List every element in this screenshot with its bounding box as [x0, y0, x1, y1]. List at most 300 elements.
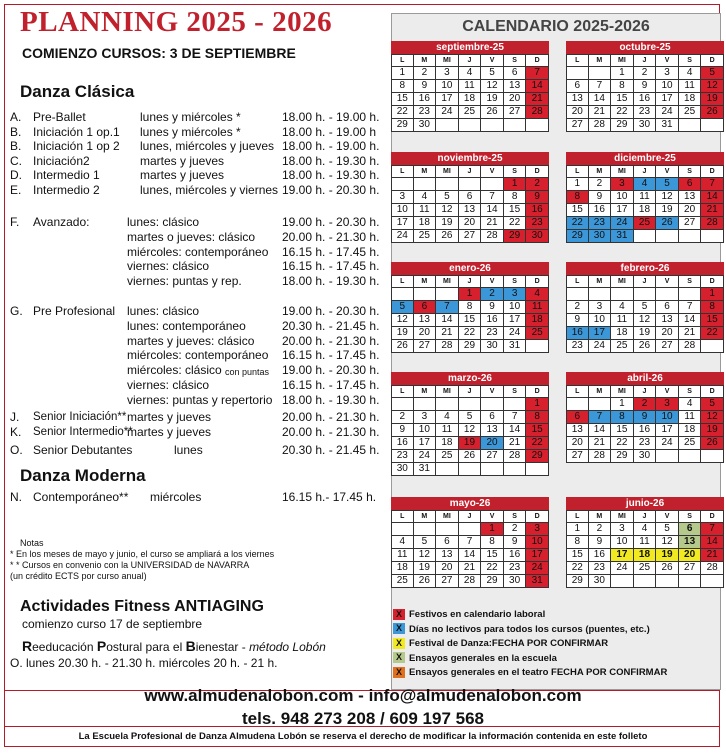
- legend-item: [393, 623, 713, 636]
- day-cell: 10: [611, 536, 634, 549]
- day-cell: 30: [504, 575, 527, 588]
- schedule-cell: lunes: clásico: [127, 304, 200, 318]
- calendar-title: CALENDARIO 2025-2026: [462, 18, 650, 35]
- day-cell: 13: [566, 93, 589, 106]
- legend-swatch: X: [393, 623, 405, 634]
- day-cell: 4: [679, 398, 702, 411]
- weekday-label: M: [589, 510, 612, 523]
- weekday-label: L: [391, 54, 414, 67]
- day-cell: 19: [701, 93, 724, 106]
- page-title: PLANNING 2025 - 2026: [20, 6, 333, 38]
- day-cell: 15: [504, 204, 527, 217]
- month-grid: [391, 165, 549, 243]
- day-cell: 28: [504, 450, 527, 463]
- day-cell: 6: [679, 523, 702, 536]
- weekday-label: L: [566, 165, 589, 178]
- day-cell: 20: [679, 549, 702, 562]
- day-cell: 4: [634, 178, 657, 191]
- day-cell: 14: [504, 424, 527, 437]
- day-cell: 6: [504, 67, 527, 80]
- empty-cell: [481, 398, 504, 411]
- empty-cell: [436, 398, 459, 411]
- day-cell: 18: [634, 549, 657, 562]
- day-cell: 17: [611, 204, 634, 217]
- schedule-cell: Senior Debutantes: [33, 442, 133, 457]
- contact-phones: tels. 948 273 208 / 609 197 568: [242, 709, 484, 728]
- weekday-label: M: [414, 54, 437, 67]
- day-cell: 20: [459, 217, 482, 230]
- day-cell: 16: [589, 204, 612, 217]
- day-cell: 25: [414, 230, 437, 243]
- day-cell: 10: [589, 314, 612, 327]
- day-cell: 24: [656, 106, 679, 119]
- month-header: septiembre-25: [391, 41, 549, 54]
- schedule-cell: 18.00 h. - 19.00 h.: [282, 139, 380, 154]
- empty-cell: [656, 230, 679, 243]
- day-cell: 28: [436, 340, 459, 353]
- day-cell: 1: [701, 288, 724, 301]
- day-cell: 20: [679, 204, 702, 217]
- weekday-label: MI: [436, 165, 459, 178]
- weekday-label: J: [634, 54, 657, 67]
- empty-cell: [481, 178, 504, 191]
- month-grid: [566, 510, 724, 588]
- day-cell: 20: [414, 327, 437, 340]
- weekday-label: S: [679, 385, 702, 398]
- day-cell: 9: [589, 191, 612, 204]
- day-cell: 14: [526, 80, 549, 93]
- weekday-label: M: [589, 275, 612, 288]
- schedule-cell: miércoles: contemporáneo: [127, 244, 269, 259]
- day-cell: 4: [611, 301, 634, 314]
- day-cell: 6: [459, 191, 482, 204]
- day-cell: 2: [566, 301, 589, 314]
- empty-cell: [566, 67, 589, 80]
- day-cell: 1: [526, 398, 549, 411]
- day-cell: 12: [701, 80, 724, 93]
- weekday-label: J: [459, 385, 482, 398]
- day-cell: 30: [414, 119, 437, 132]
- schedule-cell: Iniciación 1 op 2: [33, 139, 120, 154]
- empty-cell: [436, 178, 459, 191]
- day-cell: 25: [526, 327, 549, 340]
- schedule-cell: Pre Profesional: [33, 304, 116, 318]
- month-grid: [391, 385, 549, 476]
- day-cell: 12: [634, 314, 657, 327]
- day-cell: 29: [459, 340, 482, 353]
- day-cell: 8: [459, 301, 482, 314]
- day-cell: 3: [391, 191, 414, 204]
- legend-swatch: X: [393, 638, 405, 649]
- day-cell: 14: [701, 536, 724, 549]
- legend-label: Ensayos generales en el teatro FECHA POR CONFIRMAR: [409, 667, 668, 678]
- empty-cell: [414, 288, 437, 301]
- weekday-label: V: [481, 275, 504, 288]
- day-cell: 28: [701, 217, 724, 230]
- day-cell: 22: [481, 562, 504, 575]
- empty-cell: [436, 463, 459, 476]
- day-cell: 17: [391, 217, 414, 230]
- day-cell: 2: [481, 288, 504, 301]
- day-cell: 28: [526, 106, 549, 119]
- day-cell: 25: [436, 450, 459, 463]
- empty-cell: [391, 178, 414, 191]
- day-cell: 13: [459, 204, 482, 217]
- day-cell: 20: [504, 93, 527, 106]
- day-cell: 15: [611, 93, 634, 106]
- schedule-cell: Pre-Ballet: [33, 110, 86, 124]
- empty-cell: [679, 288, 702, 301]
- weekday-label: V: [656, 385, 679, 398]
- schedule-cell: 18.00 h. - 19.00 h: [282, 124, 377, 139]
- day-cell: 19: [436, 217, 459, 230]
- day-cell: 9: [634, 80, 657, 93]
- fitness-method: Reeducación Postural para el Bienestar - método Lobón: [22, 638, 326, 654]
- day-cell: 1: [481, 523, 504, 536]
- day-cell: 7: [436, 301, 459, 314]
- empty-cell: [679, 230, 702, 243]
- day-cell: 5: [701, 398, 724, 411]
- schedule-cell: A.: [10, 110, 22, 124]
- day-cell: 10: [391, 204, 414, 217]
- day-cell: 5: [459, 411, 482, 424]
- day-cell: 6: [481, 411, 504, 424]
- day-cell: 22: [611, 106, 634, 119]
- day-cell: 10: [436, 80, 459, 93]
- day-cell: 8: [504, 191, 527, 204]
- day-cell: 13: [414, 314, 437, 327]
- month-grid: [391, 510, 549, 588]
- month-abril-26: [566, 372, 724, 463]
- day-cell: 26: [634, 340, 657, 353]
- day-cell: 24: [611, 562, 634, 575]
- schedule-cell: martes y jueves: [140, 153, 225, 168]
- day-cell: 23: [526, 217, 549, 230]
- schedule-cell: 16.15 h. - 17.45 h.: [282, 259, 380, 274]
- empty-cell: [481, 463, 504, 476]
- schedule-cell: lunes: contemporáneo: [127, 318, 246, 333]
- day-cell: 23: [504, 562, 527, 575]
- day-cell: 9: [634, 411, 657, 424]
- day-cell: 13: [679, 191, 702, 204]
- empty-cell: [391, 398, 414, 411]
- month-header: junio-26: [566, 497, 724, 510]
- day-cell: 21: [526, 93, 549, 106]
- day-cell: 26: [701, 437, 724, 450]
- day-cell: 8: [481, 536, 504, 549]
- day-cell: 29: [391, 119, 414, 132]
- legend-label: Días no lectivos para todos los cursos (puentes, etc.): [409, 623, 650, 635]
- day-cell: 7: [589, 80, 612, 93]
- schedule-cell: D.: [10, 168, 22, 183]
- weekday-label: S: [504, 385, 527, 398]
- moderna-heading: Danza Moderna: [20, 466, 146, 485]
- empty-cell: [391, 523, 414, 536]
- schedule-cell: 19.00 h. - 20.30 h.: [282, 363, 380, 378]
- schedule-cell: 18.00 h. - 19.30 h.: [282, 392, 380, 407]
- day-cell: 29: [611, 450, 634, 463]
- weekday-label: D: [701, 510, 724, 523]
- day-cell: 20: [566, 437, 589, 450]
- empty-cell: [459, 523, 482, 536]
- schedule-cell: Iniciación2: [33, 153, 90, 168]
- day-cell: 4: [391, 536, 414, 549]
- empty-cell: [701, 340, 724, 353]
- day-cell: 4: [526, 288, 549, 301]
- day-cell: 12: [481, 80, 504, 93]
- day-cell: 11: [414, 204, 437, 217]
- day-cell: 8: [611, 80, 634, 93]
- empty-cell: [634, 288, 657, 301]
- notes-title: Notas: [20, 538, 44, 548]
- weekday-label: D: [701, 165, 724, 178]
- day-cell: 28: [589, 119, 612, 132]
- weekday-label: M: [414, 385, 437, 398]
- schedule-cell: 18.00 h. - 19.30 h.: [282, 168, 380, 183]
- day-cell: 16: [481, 314, 504, 327]
- day-cell: 2: [526, 178, 549, 191]
- day-cell: 19: [459, 437, 482, 450]
- weekday-label: MI: [436, 510, 459, 523]
- day-cell: 16: [526, 204, 549, 217]
- empty-cell: [679, 119, 702, 132]
- weekday-label: S: [504, 510, 527, 523]
- day-cell: 9: [526, 191, 549, 204]
- empty-cell: [589, 398, 612, 411]
- day-cell: 16: [566, 327, 589, 340]
- day-cell: 24: [526, 562, 549, 575]
- weekday-label: L: [391, 510, 414, 523]
- day-cell: 24: [589, 340, 612, 353]
- schedule-cell: 20.00 h. - 21.30 h.: [282, 424, 380, 439]
- day-cell: 29: [566, 230, 589, 243]
- day-cell: 7: [701, 178, 724, 191]
- day-cell: 29: [481, 575, 504, 588]
- day-cell: 18: [679, 93, 702, 106]
- day-cell: 10: [526, 536, 549, 549]
- day-cell: 8: [391, 80, 414, 93]
- day-cell: 3: [414, 411, 437, 424]
- day-cell: 16: [414, 93, 437, 106]
- empty-cell: [701, 450, 724, 463]
- month-header: octubre-25: [566, 41, 724, 54]
- day-cell: 22: [504, 217, 527, 230]
- weekday-label: L: [566, 54, 589, 67]
- schedule-cell: miércoles: clásico: [127, 363, 222, 378]
- weekday-label: S: [679, 165, 702, 178]
- weekday-label: V: [656, 165, 679, 178]
- empty-cell: [566, 288, 589, 301]
- day-cell: 20: [656, 327, 679, 340]
- day-cell: 18: [459, 93, 482, 106]
- day-cell: 8: [701, 301, 724, 314]
- day-cell: 24: [436, 106, 459, 119]
- day-cell: 23: [414, 106, 437, 119]
- day-cell: 18: [634, 204, 657, 217]
- weekday-label: S: [504, 275, 527, 288]
- schedule-cell: lunes y miércoles *: [140, 110, 241, 124]
- day-cell: 21: [701, 204, 724, 217]
- empty-cell: [701, 119, 724, 132]
- day-cell: 3: [589, 301, 612, 314]
- weekday-label: S: [679, 54, 702, 67]
- weekday-label: D: [526, 275, 549, 288]
- weekday-label: J: [459, 165, 482, 178]
- schedule-cell: martes y jueves: [127, 410, 212, 424]
- day-cell: 5: [656, 523, 679, 536]
- day-cell: 9: [566, 314, 589, 327]
- empty-cell: [589, 67, 612, 80]
- day-cell: 14: [436, 314, 459, 327]
- empty-cell: [679, 575, 702, 588]
- day-cell: 21: [459, 562, 482, 575]
- legend-item: [393, 608, 713, 621]
- month-febrero-26: [566, 262, 724, 353]
- empty-cell: [526, 119, 549, 132]
- schedule-cell: E.: [10, 183, 22, 197]
- weekday-label: J: [634, 510, 657, 523]
- day-cell: 16: [391, 437, 414, 450]
- schedule-cell: 20.00 h. - 21.30 h.: [282, 333, 380, 348]
- schedule-cell: viernes: puntas y repertorio: [127, 392, 273, 407]
- weekday-label: D: [526, 165, 549, 178]
- day-cell: 8: [611, 411, 634, 424]
- month-grid: [566, 385, 724, 463]
- schedule-cell: 16.15 h. - 17.45 h.: [282, 348, 380, 363]
- day-cell: 16: [504, 549, 527, 562]
- day-cell: 2: [634, 67, 657, 80]
- day-cell: 5: [436, 191, 459, 204]
- day-cell: 30: [634, 119, 657, 132]
- schedule-cell: K.: [10, 424, 22, 439]
- day-cell: 3: [436, 67, 459, 80]
- legend-label: Ensayos generales en la escuela: [409, 652, 557, 664]
- day-cell: 3: [611, 178, 634, 191]
- day-cell: 8: [566, 191, 589, 204]
- day-cell: 14: [589, 424, 612, 437]
- fitness-title: Actividades Fitness ANTIAGING: [20, 598, 264, 615]
- empty-cell: [566, 398, 589, 411]
- day-cell: 27: [566, 119, 589, 132]
- day-cell: 10: [656, 411, 679, 424]
- day-cell: 13: [566, 424, 589, 437]
- day-cell: 16: [634, 424, 657, 437]
- day-cell: 24: [656, 437, 679, 450]
- weekday-label: MI: [611, 54, 634, 67]
- day-cell: 5: [656, 178, 679, 191]
- day-cell: 21: [481, 217, 504, 230]
- schedule-cell: F.: [10, 215, 20, 229]
- day-cell: 2: [589, 523, 612, 536]
- day-cell: 18: [526, 314, 549, 327]
- weekday-label: J: [459, 510, 482, 523]
- weekday-label: L: [391, 165, 414, 178]
- month-header: mayo-26: [391, 497, 549, 510]
- day-cell: 26: [701, 106, 724, 119]
- empty-cell: [391, 288, 414, 301]
- day-cell: 11: [526, 301, 549, 314]
- schedule-cell: 20.00 h. - 21.30 h.: [282, 410, 380, 424]
- day-cell: 1: [611, 398, 634, 411]
- day-cell: 6: [679, 178, 702, 191]
- day-cell: 22: [701, 327, 724, 340]
- day-cell: 3: [656, 67, 679, 80]
- schedule-cell: viernes: clásico: [127, 378, 210, 392]
- day-cell: 22: [391, 106, 414, 119]
- day-cell: 19: [414, 562, 437, 575]
- schedule-cell: martes y jueves: [140, 168, 225, 183]
- day-cell: 21: [504, 437, 527, 450]
- legend-swatch: X: [393, 609, 405, 620]
- day-cell: 20: [481, 437, 504, 450]
- day-cell: 19: [656, 204, 679, 217]
- weekday-label: J: [634, 165, 657, 178]
- day-cell: 6: [414, 301, 437, 314]
- empty-cell: [634, 230, 657, 243]
- weekday-label: M: [589, 385, 612, 398]
- day-cell: 19: [391, 327, 414, 340]
- day-cell: 5: [701, 67, 724, 80]
- day-cell: 23: [481, 327, 504, 340]
- day-cell: 31: [504, 340, 527, 353]
- month-diciembre-25: [566, 152, 724, 243]
- day-cell: 9: [414, 80, 437, 93]
- day-cell: 8: [526, 411, 549, 424]
- day-cell: 17: [504, 314, 527, 327]
- day-cell: 30: [481, 340, 504, 353]
- empty-cell: [611, 288, 634, 301]
- schedule-cell: viernes: puntas y rep.: [127, 274, 242, 289]
- day-cell: 29: [566, 575, 589, 588]
- empty-cell: [589, 288, 612, 301]
- day-cell: 5: [481, 67, 504, 80]
- weekday-label: L: [566, 385, 589, 398]
- note-line: (un crédito ECTS por curso anual): [10, 571, 147, 581]
- month-mayo-26: [391, 497, 549, 588]
- day-cell: 28: [679, 340, 702, 353]
- day-cell: 14: [481, 204, 504, 217]
- weekday-label: D: [526, 510, 549, 523]
- day-cell: 27: [459, 230, 482, 243]
- legend-swatch: X: [393, 652, 405, 663]
- weekday-label: L: [391, 385, 414, 398]
- day-cell: 12: [656, 191, 679, 204]
- weekday-label: J: [634, 385, 657, 398]
- weekday-label: S: [504, 54, 527, 67]
- day-cell: 4: [436, 411, 459, 424]
- day-cell: 22: [566, 217, 589, 230]
- schedule-cell: lunes, miércoles y viernes: [140, 183, 279, 197]
- day-cell: 10: [656, 80, 679, 93]
- schedule-cell: Intermedio 2: [33, 183, 100, 197]
- day-cell: 11: [391, 549, 414, 562]
- empty-cell: [701, 230, 724, 243]
- day-cell: 20: [436, 562, 459, 575]
- empty-cell: [436, 288, 459, 301]
- month-noviembre-25: [391, 152, 549, 243]
- weekday-label: J: [459, 54, 482, 67]
- empty-cell: [459, 119, 482, 132]
- month-header: febrero-26: [566, 262, 724, 275]
- legend-item: [393, 652, 713, 665]
- weekday-label: MI: [611, 275, 634, 288]
- weekday-label: L: [566, 510, 589, 523]
- legend-label: Festivos en calendario laboral: [409, 609, 546, 620]
- schedule-cell: 19.00 h. - 20.30 h.: [282, 304, 380, 318]
- day-cell: 23: [391, 450, 414, 463]
- con-puntas-note: con puntas: [225, 367, 270, 378]
- day-cell: 11: [436, 424, 459, 437]
